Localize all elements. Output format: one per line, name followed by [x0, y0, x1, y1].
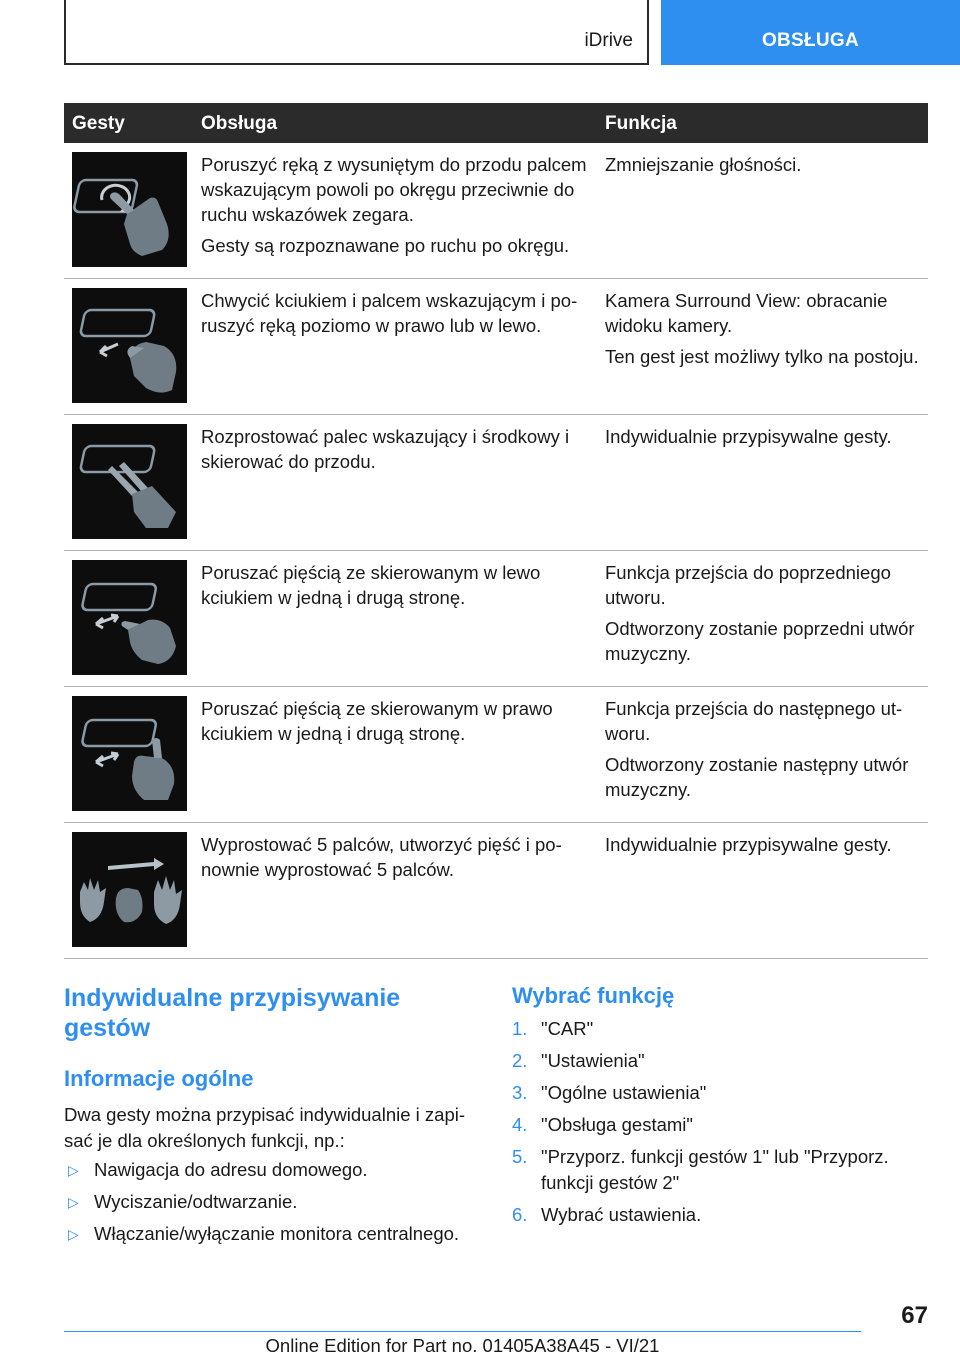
- table-row: [64, 415, 928, 551]
- page-number: 67: [901, 1302, 928, 1329]
- operation-text: Chwycić kciukiem i palcem wskazującym i poruszyć ręką poziomo w prawo lub w lewo.: [201, 290, 578, 336]
- list-item: [64, 1157, 484, 1183]
- header-section-label: iDrive: [584, 30, 633, 51]
- header-chapter-tab: [661, 0, 960, 65]
- steps-list: [512, 1016, 932, 1234]
- step-text: "Przyporz. funkcji gestów 1" lub "Przyporz. funkcji gestów 2": [541, 1146, 889, 1193]
- function-cell: [605, 560, 928, 666]
- operation-text: Poruszać pięścią ze skierowanym w lewo kciukiem w jedną i drugą stronę.: [201, 562, 541, 608]
- step-text: "Obsługa gestami": [541, 1114, 693, 1135]
- operation-cell: [201, 152, 593, 258]
- section-title: Indywidualne przypisywanie gestów: [64, 984, 401, 1042]
- step-number: 6.: [512, 1204, 528, 1225]
- step-item: [512, 1048, 932, 1074]
- list-item-text: Nawigacja do adresu domowego.: [94, 1159, 368, 1180]
- table-row: [64, 823, 928, 959]
- function-cell: [605, 288, 928, 369]
- operation-text: Gesty są rozpoznawane po ruchu po okręgu.: [201, 235, 570, 256]
- function-cell: [605, 832, 928, 857]
- step-item: [512, 1144, 932, 1196]
- operation-cell: [201, 288, 593, 338]
- step-number: 2.: [512, 1050, 528, 1071]
- step-item: [512, 1112, 932, 1138]
- fist-thumb-left-swipe-icon: [72, 560, 187, 675]
- column-header-gestures: Gesty: [72, 113, 125, 134]
- triangle-bullet-icon: ▷: [68, 1194, 79, 1210]
- footer-edition: Online Edition for Part no. 01405A38A45 - VI/21: [265, 1335, 660, 1356]
- function-text: Odtworzony zostanie poprzedni utwór muzyczny.: [605, 618, 915, 664]
- fist-thumb-right-swipe-icon: [72, 696, 187, 811]
- triangle-bullet-icon: ▷: [68, 1162, 79, 1178]
- function-cell: [605, 152, 928, 177]
- operation-text: Rozprostować palec wskazujący i środkowy i skierować do przodu.: [201, 426, 570, 472]
- function-text: Funkcja przejścia do poprzedniego utworu.: [605, 562, 891, 608]
- function-text: Kamera Surround View: obracanie widoku kamery.: [605, 290, 888, 336]
- step-text: "CAR": [541, 1018, 594, 1039]
- example-functions-list: [64, 1157, 484, 1253]
- function-text: Funkcja przejścia do następnego utworu.: [605, 698, 903, 744]
- function-text: Indywidualnie przypisywalne gesty.: [605, 426, 892, 447]
- step-number: 4.: [512, 1114, 528, 1135]
- two-fingers-forward-icon: [72, 424, 187, 539]
- function-text: Zmniejszanie głośności.: [605, 154, 802, 175]
- operation-text: Poruszać pięścią ze skierowanym w prawo kciukiem w jedną i drugą stronę.: [201, 698, 553, 744]
- table-row: [64, 279, 928, 415]
- function-text: Ten gest jest możliwy tylko na postoju.: [605, 346, 919, 367]
- list-item: [64, 1221, 484, 1247]
- general-info-text: Dwa gesty można przypisać indywidualnie i zapisać je dla określonych funkcji, np.:: [64, 1104, 466, 1151]
- open-fist-open-hand-icon: [72, 832, 187, 947]
- list-item: [64, 1189, 484, 1215]
- list-item-text: Wyciszanie/odtwarzanie.: [94, 1191, 298, 1212]
- general-info-heading: Informacje ogólne: [64, 1066, 254, 1091]
- step-text: Wybrać ustawienia.: [541, 1204, 702, 1225]
- header-section-box: [64, 0, 649, 65]
- footer-divider: [64, 1331, 861, 1332]
- function-text: Odtworzony zostanie następny utwór muzyczny.: [605, 754, 909, 800]
- table-row: [64, 551, 928, 687]
- operation-text: Wyprostować 5 palców, utworzyć pięść i ponownie wyprostować 5 palców.: [201, 834, 562, 880]
- hand-rotate-counterclockwise-icon: [72, 152, 187, 267]
- operation-cell: [201, 696, 593, 746]
- column-header-operation: Obsługa: [201, 113, 278, 134]
- step-number: 5.: [512, 1146, 528, 1167]
- step-text: "Ustawienia": [541, 1050, 645, 1071]
- select-function-heading: Wybrać funkcję: [512, 983, 675, 1008]
- column-header-function: Funkcja: [605, 113, 677, 134]
- step-item: [512, 1202, 932, 1228]
- operation-cell: [201, 560, 593, 610]
- table-row: [64, 687, 928, 823]
- step-number: 1.: [512, 1018, 528, 1039]
- operation-text: Poruszyć ręką z wysuniętym do przodu palcem wskazującym powoli po okręgu przeciwnie do ruchu wskazówek zegara.: [201, 154, 587, 225]
- table-row: [64, 143, 928, 279]
- step-item: [512, 1016, 932, 1042]
- gesture-table: [64, 103, 928, 959]
- header-chapter-label: OBSŁUGA: [761, 30, 860, 51]
- step-item: [512, 1080, 932, 1106]
- operation-cell: [201, 424, 593, 474]
- function-text: Indywidualnie przypisywalne gesty.: [605, 834, 892, 855]
- triangle-bullet-icon: ▷: [68, 1226, 79, 1242]
- operation-cell: [201, 832, 593, 882]
- function-cell: [605, 424, 928, 449]
- function-cell: [605, 696, 928, 802]
- table-header: [64, 103, 928, 143]
- pinch-swipe-horizontal-icon: [72, 288, 187, 403]
- step-text: "Ogólne ustawienia": [541, 1082, 707, 1103]
- step-number: 3.: [512, 1082, 528, 1103]
- list-item-text: Włączanie/wyłączanie monitora centralnego.: [94, 1223, 460, 1244]
